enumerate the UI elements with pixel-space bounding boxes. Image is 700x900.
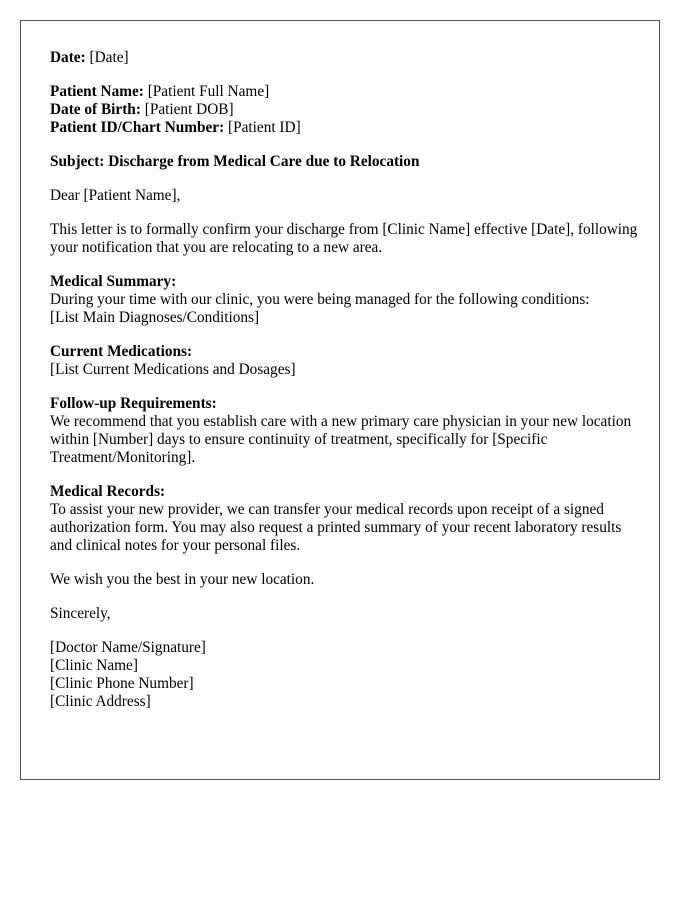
patient-info-block xyxy=(50,83,640,137)
patient-id-line xyxy=(50,119,640,137)
clinic-name: [Clinic Name] xyxy=(50,657,138,674)
intro-paragraph: This letter is to formally confirm your discharge from [Clinic Name] effective [Date], following your notification that you are relocating to a new area. xyxy=(50,221,638,256)
patient-name-line xyxy=(50,83,640,101)
medical-records-text: To assist your new provider, we can transfer your medical records upon receipt of a signed authorization form. You may also request a printed summary of your recent laboratory results and clinical notes for your personal files. xyxy=(50,501,622,554)
dob-label: Date of Birth: xyxy=(50,101,141,118)
current-medications-heading: Current Medications: xyxy=(50,343,193,360)
date-value: [Date] xyxy=(89,49,129,66)
date-label: Date: xyxy=(50,49,86,66)
patient-name-value: [Patient Full Name] xyxy=(147,83,270,100)
follow-up-heading: Follow-up Requirements: xyxy=(50,395,217,412)
clinic-phone: [Clinic Phone Number] xyxy=(50,675,194,692)
medical-summary-heading: Medical Summary: xyxy=(50,273,177,290)
subject-line: Subject: Discharge from Medical Care due to Relocation xyxy=(50,153,420,170)
medical-records-heading: Medical Records: xyxy=(50,483,166,500)
current-medications-list: [List Current Medications and Dosages] xyxy=(50,361,296,378)
clinic-address: [Clinic Address] xyxy=(50,693,151,710)
dob-line xyxy=(50,101,640,119)
patient-id-label: Patient ID/Chart Number: xyxy=(50,119,225,136)
patient-name-label: Patient Name: xyxy=(50,83,144,100)
signature-block xyxy=(50,639,640,711)
date-line xyxy=(50,49,640,67)
letter-page xyxy=(20,20,660,780)
letter-content xyxy=(50,49,640,727)
medical-records-section xyxy=(50,483,640,555)
current-medications-section xyxy=(50,343,640,379)
follow-up-text: We recommend that you establish care with a new primary care physician in your new location within [Number] days to ensure continuity of treatment, specifically for [Specific Treatment/Monitoring]. xyxy=(50,413,632,466)
sign-off: Sincerely, xyxy=(50,605,111,622)
medical-summary-list: [List Main Diagnoses/Conditions] xyxy=(50,309,260,326)
medical-summary-text: During your time with our clinic, you were being managed for the following conditions: xyxy=(50,291,590,308)
dob-value: [Patient DOB] xyxy=(144,101,234,118)
medical-summary-section xyxy=(50,273,640,327)
doctor-signature: [Doctor Name/Signature] xyxy=(50,639,206,656)
closing-wish: We wish you the best in your new location. xyxy=(50,571,315,588)
date-block xyxy=(50,49,640,67)
greeting: Dear [Patient Name], xyxy=(50,187,181,204)
subject-block xyxy=(50,153,640,171)
follow-up-section xyxy=(50,395,640,467)
patient-id-value: [Patient ID] xyxy=(228,119,301,136)
